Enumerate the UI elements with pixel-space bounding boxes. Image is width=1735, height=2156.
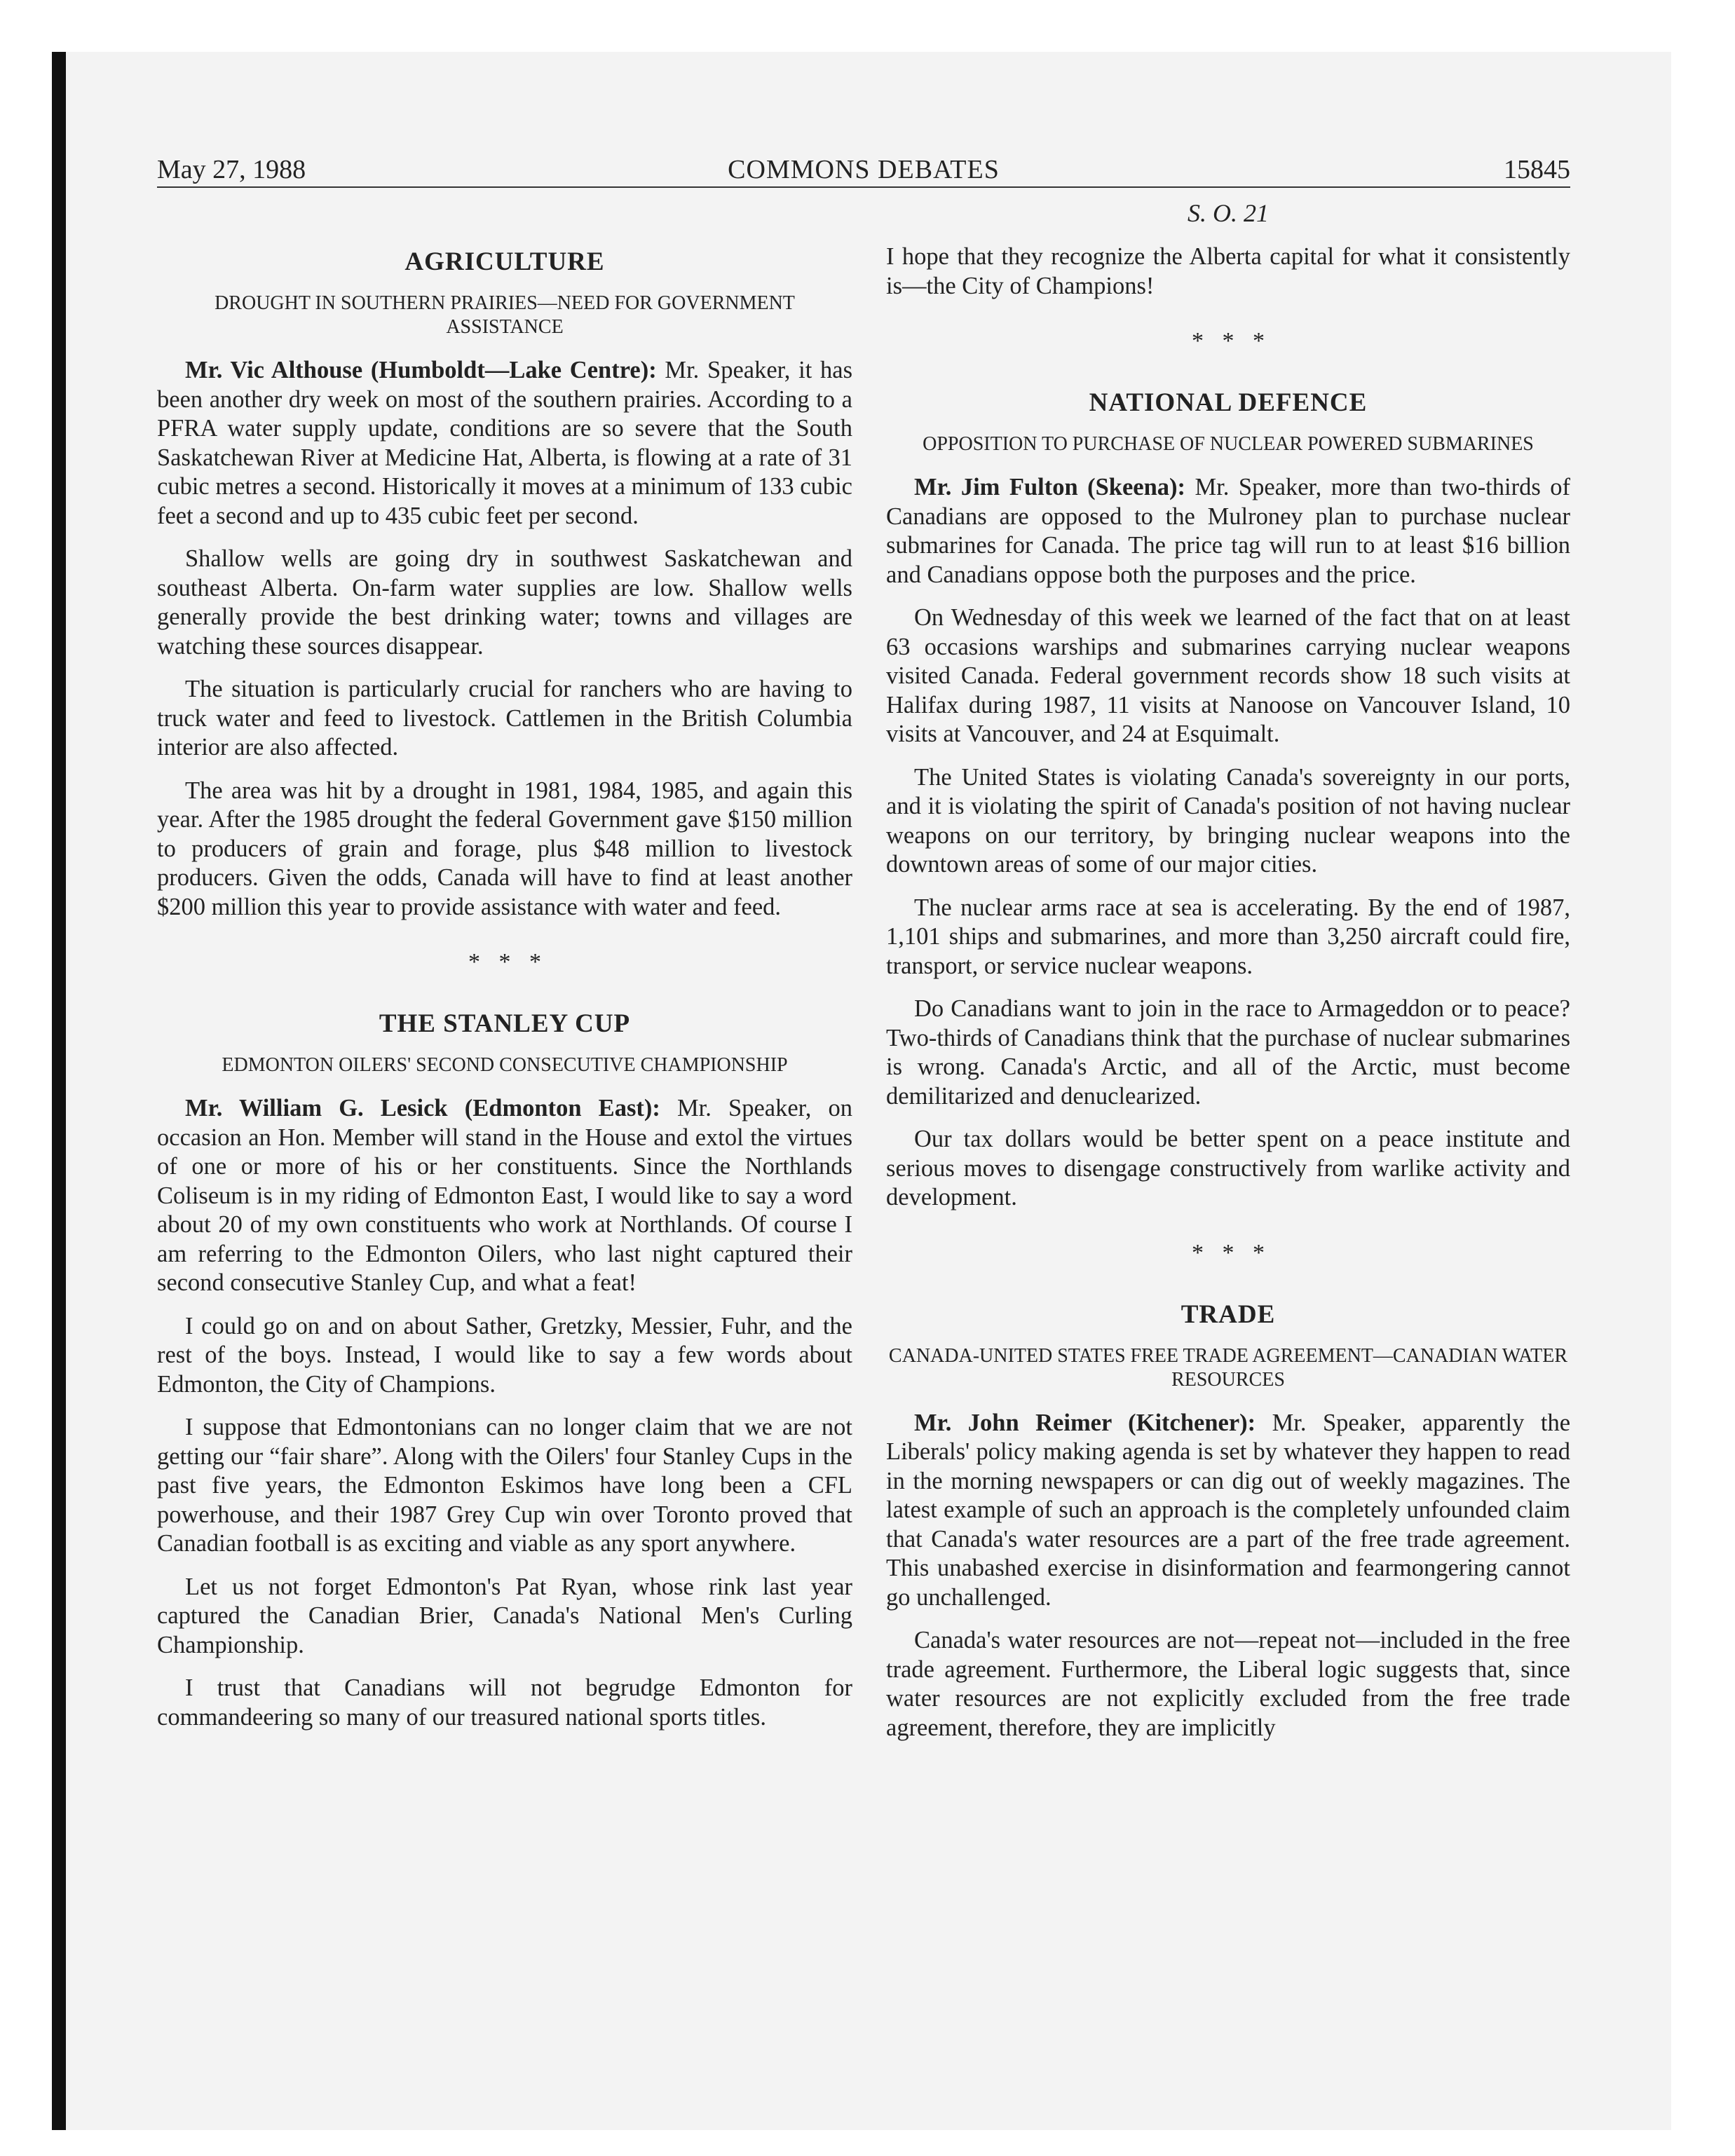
paragraph (886, 1409, 1570, 1613)
paragraph (157, 356, 852, 531)
section-separator: * * * (468, 949, 541, 975)
speaker-name: Mr. Jim Fulton (Skeena): (914, 474, 1186, 500)
paragraph: The area was hit by a drought in 1981, 1984, 1985, and again this year. After the 1985 drought the federal Government gave $150 million to producers of grain and forage, plus $48 million to livestock producers. Given the odds, Canada will have to find at least another $200 million this year to provide assistance with water and feed. (157, 777, 852, 920)
paragraph-text: Mr. Speaker, it has been another dry week on most of the southern prairies. According to a PFRA water supply update, conditions are so severe that the South Saskatchewan River at Medicine Hat, Alberta, is flowing at a rate of 31 cubic metres a second. Historically it moves at a minimum of 133 cubic feet a second and up to 435 cubic feet per second. (157, 357, 852, 529)
right-column (886, 196, 1570, 1756)
speaker-name: Mr. William G. Lesick (Edmonton East): (185, 1095, 660, 1121)
header-title: COMMONS DEBATES (728, 155, 1000, 184)
speaker-name: Mr. John Reimer (Kitchener): (914, 1409, 1256, 1436)
section-separator: * * * (1192, 328, 1265, 354)
standing-order-marker: S. O. 21 (1188, 199, 1269, 227)
paragraph: I could go on and on about Sather, Gretzky, Messier, Fuhr, and the rest of the boys. Instead, I would like to say a few words about Edmonton, the City of Champions. (157, 1312, 852, 1398)
paragraph-text: Mr. Speaker, apparently the Liberals' policy making agenda is set by whatever they happen to read in the morning newspapers or can dig out of weekly magazines. The latest example of such an approach is the completely unfounded claim that Canada's water resources are a part of the free trade agreement. This unabashed exercise in disinformation and fearmongering cannot go unchallenged. (886, 1409, 1571, 1611)
paragraph: I suppose that Edmontonians can no longer claim that we are not getting our “fair share”. Along with the Oilers' four Stanley Cups in the past five years, the Edmonton Eskimos have long been a CFL powerhouse, and their 1987 Grey Cup win over Toronto proved that Canadian football is as exciting and viable as any sport anywhere. (157, 1414, 852, 1557)
running-head (157, 153, 1570, 188)
subheading-drought: DROUGHT IN SOUTHERN PRAIRIES—NEED FOR GOVERNMENT ASSISTANCE (215, 292, 795, 338)
subheading-oilers: EDMONTON OILERS' SECOND CONSECUTIVE CHAMPIONSHIP (222, 1054, 788, 1076)
paragraph: The United States is violating Canada's sovereignty in our ports, and it is violating the spirit of Canada's position of not having nuclear weapons on our territory, by bringing nuclear weapons into the downtown areas of some of our major cities. (886, 763, 1570, 878)
paragraph: The situation is particularly crucial for ranchers who are having to truck water and feed to livestock. Cattlemen in the British Columbia interior are also affected. (157, 676, 852, 760)
section-heading-trade: TRADE (1181, 1299, 1276, 1329)
paragraph: Let us not forget Edmonton's Pat Ryan, whose rink last year captured the Canadian Brier, Canada's National Men's Curling Championship. (157, 1573, 852, 1658)
paragraph: Canada's water resources are not—repeat not—included in the free trade agreement. Furthermore, the Liberal logic suggests that, since water resources are not explicitly excluded from the free trade agreement, therefore, they are implicitly (886, 1627, 1570, 1741)
section-separator: * * * (1192, 1239, 1265, 1266)
scan-edge (52, 52, 66, 2130)
paragraph: I trust that Canadians will not begrudge Edmonton for commandeering so many of our treasured national sports titles. (157, 1674, 852, 1731)
paragraph-text: Mr. Speaker, on occasion an Hon. Member will stand in the House and extol the virtues of one or more of his or her constituents. Since the Northlands Coliseum is in my riding of Edmonton East, I would like to say a word about 20 of my own constituents who work at Northlands. Of course I am referring to the Edmonton Oilers, who last night captured their second consecutive Stanley Cup, and what a feat! (157, 1095, 853, 1296)
paragraph: Shallow wells are going dry in southwest Saskatchewan and southeast Alberta. On-farm water supplies are low. Shallow wells generally provide the best drinking water; towns and villages are watching these sources disappear. (157, 545, 852, 660)
subheading-submarines: OPPOSITION TO PURCHASE OF NUCLEAR POWERED SUBMARINES (923, 433, 1534, 455)
paragraph-continuation: I hope that they recognize the Alberta capital for what it consistently is—the City of Champions! (886, 243, 1570, 299)
paragraph (157, 1094, 852, 1298)
left-column (157, 196, 852, 1746)
subheading-water-resources: CANADA-UNITED STATES FREE TRADE AGREEMENT—CANADIAN WATER RESOURCES (888, 1344, 1568, 1391)
paragraph: Our tax dollars would be better spent on a peace institute and serious moves to disengage constructively from warlike activity and development. (886, 1126, 1570, 1210)
header-date: May 27, 1988 (157, 155, 306, 184)
paragraph: On Wednesday of this week we learned of the fact that on at least 63 occasions warships and submarines carrying nuclear weapons visited Canada. Federal government records show 18 such visits at Halifax during 1987, 11 visits at Nanoose on Vancouver Island, 10 visits at Vancouver, and 24 at Esquimalt. (886, 604, 1570, 747)
speaker-name: Mr. Vic Althouse (Humboldt—Lake Centre): (185, 357, 657, 383)
paragraph-text: Mr. Speaker, more than two-thirds of Canadians are opposed to the Mulroney plan to purchase nuclear submarines for Canada. The price tag will run to at least $16 billion and Canadians oppose both the purposes and the price. (886, 474, 1571, 588)
section-heading-national-defence: NATIONAL DEFENCE (1089, 388, 1368, 417)
section-heading-stanley-cup: THE STANLEY CUP (379, 1009, 631, 1038)
header-page-number: 15845 (1504, 155, 1570, 184)
paragraph (886, 473, 1570, 589)
paragraph: Do Canadians want to join in the race to Armageddon or to peace? Two-thirds of Canadians think that the purchase of nuclear submarines is wrong. Canada's Arctic, and all of the Arctic, must become demilitarized and denuclearized. (886, 995, 1570, 1110)
paragraph: The nuclear arms race at sea is accelerating. By the end of 1987, 1,101 ships and submarines, and more than 3,250 aircraft could fire, transport, or service nuclear weapons. (886, 894, 1570, 979)
section-heading-agriculture: AGRICULTURE (404, 247, 605, 276)
